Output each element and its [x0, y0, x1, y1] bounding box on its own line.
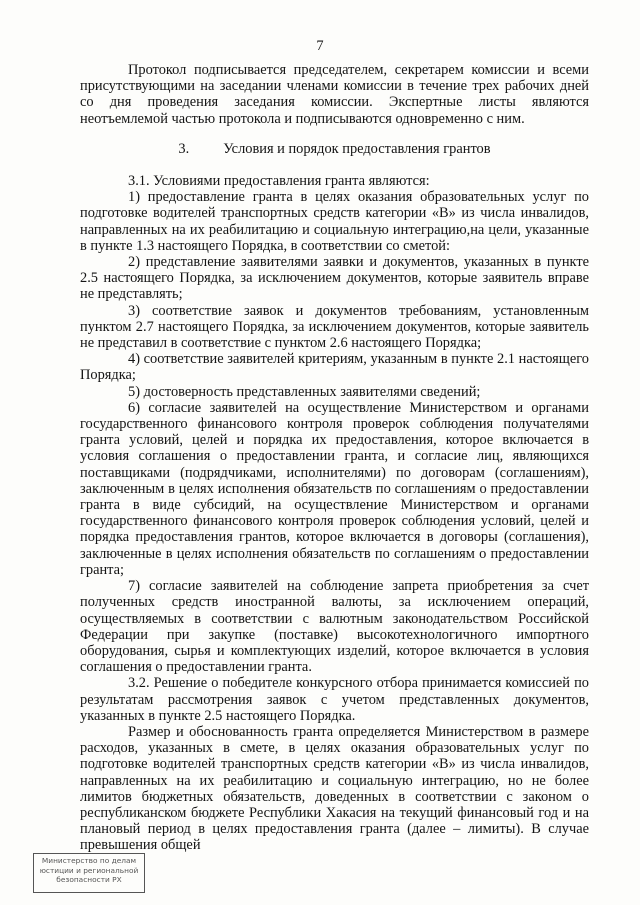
condition-item-1: 1) предоставление гранта в целях оказания образовательных услуг по подготовке водителей транспортных средств категории «В» из числа инвалидов, направленных на их реабилитацию и социальную интеграцию,на цели, указанные в пункте 1.3 настоящего Порядка, в соответствии со сметой: — [80, 189, 589, 254]
condition-item-2: 2) представление заявителями заявки и документов, указанных в пункте 2.5 настоящего Порядка, за исключением документов, которые заявитель вправе не представлять; — [80, 254, 589, 303]
section-heading — [80, 141, 589, 157]
condition-item-5: 5) достоверность представленных заявителями сведений; — [128, 383, 481, 400]
condition-item-3: 3) соответствие заявок и документов требованиям, установленным пунктом 2.7 настоящего Порядка, за исключением документов, которые заявитель не представил в соответствие с пунктом 2.6 настоящего Порядка; — [80, 302, 589, 352]
grant-size-paragraph: Размер и обоснованность гранта определяется Министерством в размере расходов, указанных в смете, в целях оказания образовательных услуг по подготовке водителей транспортных средств категории «В» из числа инвалидов, направленных на их реабилитацию и социальную интеграцию, но не более лимитов бюджетных обязательств, доведенных в соответствии с законом о республиканском бюджете Республики Хакасия на текущий финансовый год и на плановый период в целях предоставления гранта (далее – лимиты). В случае превышения общей — [80, 723, 589, 854]
ministry-stamp — [33, 853, 145, 893]
stamp-line: Министерство по делам — [41, 856, 137, 865]
clause-3-1-intro: 3.1. Условиями предоставления гранта являются: — [128, 173, 430, 190]
condition-item-4: 4) соответствие заявителей критериям, указанным в пункте 2.1 настоящего Порядка; — [80, 351, 589, 384]
page-number: 7 — [316, 38, 324, 54]
document-body — [80, 62, 589, 854]
section-number: 3. — [178, 140, 190, 157]
condition-item-7: 7) согласие заявителей на соблюдение запрета приобретения за счет полученных средств иностранной валюты, за исключением операций, осуществляемых в соответствии с валютным законодательством Российской Федерации при закупке (поставке) высокотехнологичного импортного оборудования, сырья и комплектующих изделий, которое включается в условия соглашения о предоставлении гранта. — [80, 578, 589, 676]
stamp-line: юстиции и региональной — [39, 865, 139, 875]
stamp-line: безопасности РХ — [56, 875, 122, 885]
condition-item-6: 6) согласие заявителей на осуществление Министерством и органами государственного финансового контроля проверок соблюдения получателями гранта условий, целей и порядка их предоставления, которое включается в условия соглашения о предоставлении гранта, и согласие лиц, являющихся поставщиками (подрядчиками, исполнителями) по договорам (соглашениям), заключенным в целях исполнения обязательств по соглашениям о предоставлении гранта в виде субсидий, на осуществление Министерством и органами государственного финансового контроля проверок соблюдения условий, целей и порядка предоставления грантов, которое включается в договоры (соглашения), заключенные в целях исполнения обязательств по соглашениям о предоставлении гранта; — [80, 399, 589, 578]
protocol-paragraph: Протокол подписывается председателем, секретарем комиссии и всеми присутствующими на заседании членами комиссии в течение трех рабочих дней со дня проведения заседания комиссии. Экспертные листы являются неотъемлемой частью протокола и подписываются одновременно с ним. — [80, 62, 589, 127]
section-title: Условия и порядок предоставления грантов — [223, 140, 491, 157]
clause-3-2: 3.2. Решение о победителе конкурсного отбора принимается комиссией по результатам рассмотрения заявок с учетом представленных документов, указанных в пункте 2.5 настоящего Порядка. — [80, 675, 589, 724]
